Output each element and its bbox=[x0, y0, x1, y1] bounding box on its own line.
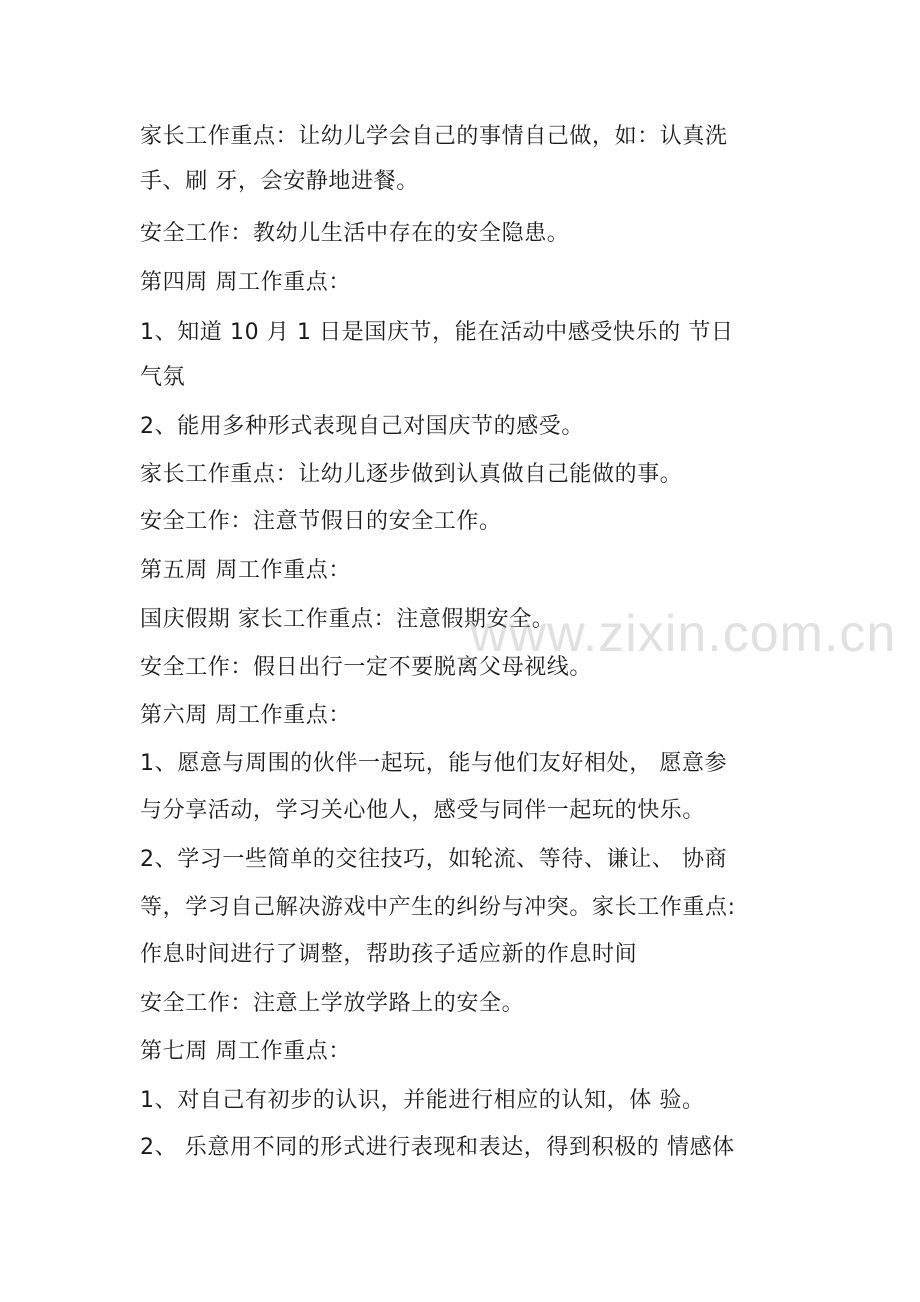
text-line: 家长工作重点：让幼儿逐步做到认真做自己能做的事。 bbox=[140, 462, 683, 487]
text-line: 家长工作重点：让幼儿学会自己的事情自己做，如：认真洗 bbox=[140, 124, 728, 149]
text-line: 2、学习一些简单的交往技巧，如轮流、等待、谦让、 协商 bbox=[140, 847, 728, 872]
section-heading: 第五周 周工作重点： bbox=[140, 558, 351, 583]
text-line: 安全工作：注意节假日的安全工作。 bbox=[140, 509, 502, 534]
text-line: 安全工作：注意上学放学路上的安全。 bbox=[140, 991, 525, 1016]
text-line: 安全工作：教幼儿生活中存在的安全隐患。 bbox=[140, 221, 570, 246]
section-heading: 第四周 周工作重点： bbox=[140, 270, 351, 295]
text-line: 安全工作：假日出行一定不要脱离父母视线。 bbox=[140, 655, 593, 680]
watermark: www.zixin.com.cn bbox=[470, 605, 897, 663]
text-line: 2、能用多种形式表现自己对国庆节的感受。 bbox=[140, 414, 584, 439]
text-line: 等，学习自己解决游戏中产生的纠纷与冲突。家长工作重点: bbox=[140, 895, 736, 920]
text-line: 1、愿意与周围的伙伴一起玩，能与他们友好相处， 愿意参 bbox=[140, 751, 728, 776]
text-line: 2、 乐意用不同的形式进行表现和表达，得到积极的 情感体 bbox=[140, 1135, 735, 1160]
text-line: 1、对自己有初步的认识，并能进行相应的认知，体 验。 bbox=[140, 1088, 705, 1113]
section-heading: 第六周 周工作重点： bbox=[140, 703, 351, 728]
section-heading: 第七周 周工作重点： bbox=[140, 1039, 351, 1064]
text-line: 与分享活动，学习关心他人，感受与同伴一起玩的快乐。 bbox=[140, 798, 706, 823]
text-line: 手、刷 牙，会安静地进餐。 bbox=[140, 169, 419, 194]
text-line: 1、知道 10 月 1 日是国庆节，能在活动中感受快乐的 节日 bbox=[140, 320, 734, 345]
text-line: 国庆假期 家长工作重点：注意假期安全。 bbox=[140, 607, 555, 632]
text-line: 气氛 bbox=[140, 365, 186, 390]
text-line: 作息时间进行了调整，帮助孩子适应新的作息时间 bbox=[140, 942, 638, 967]
